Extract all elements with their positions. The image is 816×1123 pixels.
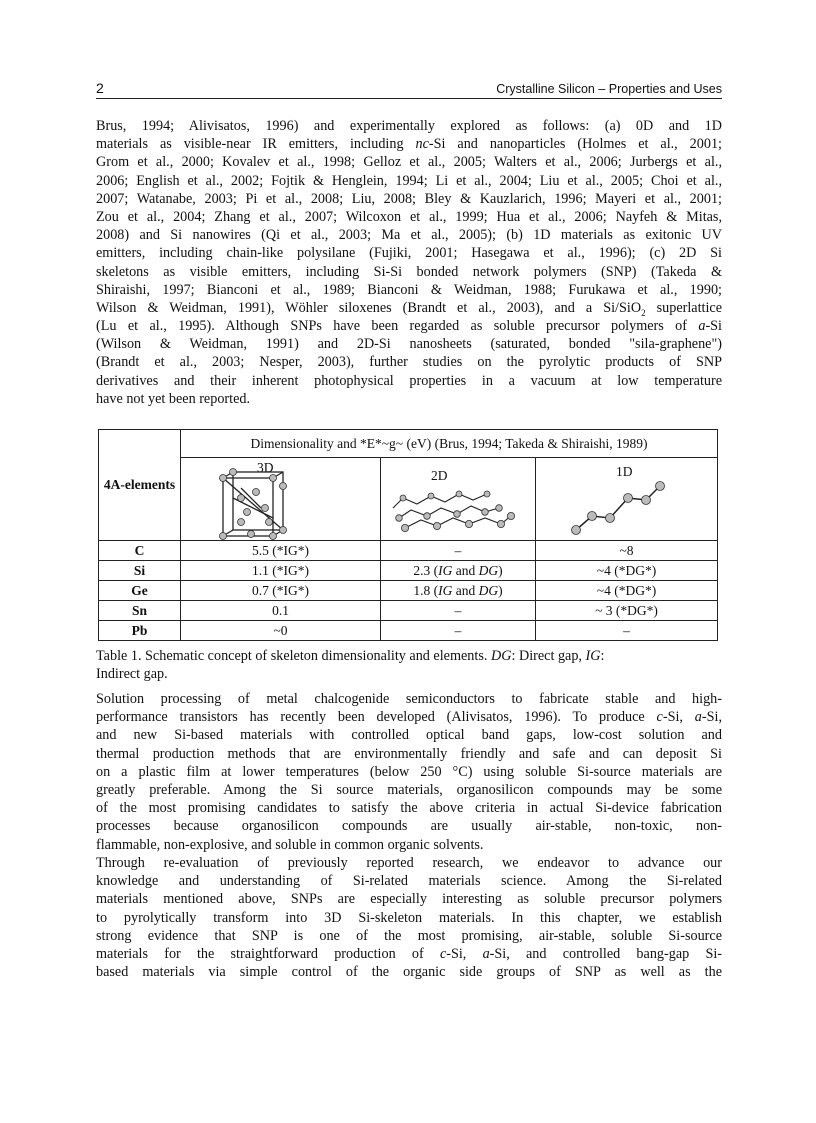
text-line: have not yet been reported. <box>96 390 251 407</box>
running-title: Crystalline Silicon – Properties and Uses <box>496 82 722 96</box>
bandgap-cell: 2.3 (IG and DG) <box>381 561 536 581</box>
bandgap-cell: 0.7 (*IG*) <box>181 581 381 601</box>
bandgap-cell: ~0 <box>181 621 381 641</box>
span-header: Dimensionality and *E*~g~ (eV) (Brus, 1994; Takeda & Shiraishi, 1989) <box>181 430 718 458</box>
running-header <box>96 80 722 99</box>
bandgap-cell: – <box>381 541 536 561</box>
page-number: 2 <box>96 80 104 96</box>
text-line: skeletons as visible emitters, including Si-Si bonded network polymers (SNP) (Takeda & <box>96 263 722 280</box>
table-caption <box>96 647 722 683</box>
text-line: performance transistors has recently been developed (Alivisatos, 1996). To produce c-Si, a-Si, <box>96 709 722 726</box>
corner-header <box>99 430 181 541</box>
text-line: materials mentioned above, SNPs are especially interesting as soluble precursor polymers <box>96 891 722 908</box>
bandgap-cell: 1.1 (*IG*) <box>181 561 381 581</box>
element-cell: Pb <box>99 621 181 641</box>
diamond-lattice-illustration <box>181 458 381 540</box>
text-line: greatly preferable. Among the Si source materials, organosilicon compounds may be some <box>96 781 722 798</box>
table-1 <box>98 429 718 641</box>
text-line: flammable, non-explosive, and soluble in common organic solvents. <box>96 836 484 853</box>
text-line: Brus, 1994; Alivisatos, 1996) and experimentally explored as follows: (a) 0D and 1D <box>96 118 722 134</box>
table-row <box>99 561 718 581</box>
table-row <box>99 581 718 601</box>
cell-2d <box>381 458 536 541</box>
text-line: Wilson & Weidman, 1991), Wöhler siloxenes (Brandt et al., 2003), and a Si/SiO$_2$ superlattice <box>96 299 722 318</box>
bandgap-cell: 1.8 (IG and DG) <box>381 581 536 601</box>
text-line: on a plastic film at lower temperatures (below 250 °C) using soluble Si-source materials are <box>96 763 722 780</box>
bandgap-cell: – <box>381 601 536 621</box>
text-line: Table 1. Schematic concept of skeleton dimensionality and elements. DG: Direct gap, IG: <box>96 648 605 664</box>
corner-header-text: 4A-elements <box>103 477 176 492</box>
text-line: and new Si-based materials with controlled optical band gaps, low-cost solution and <box>96 727 722 744</box>
text-line: processes because organosilicon compounds are usually air-stable, non-toxic, non- <box>96 818 722 835</box>
text-line: knowledge and understanding of Si-related materials science. Among the Si-related <box>96 873 722 890</box>
paragraph-3 <box>96 854 722 981</box>
table-row <box>99 541 718 561</box>
text-line: 2008) and Si nanowires (Qi et al., 2003; Ma et al., 2005); (b) 1D materials as exitonic UV <box>96 227 722 244</box>
element-cell: C <box>99 541 181 561</box>
text-line: of the most promising candidates to satisfy the above criteria in actual Si-device fabrication <box>96 800 722 817</box>
text-line: derivatives and their inherent photophysical properties in a vacuum at low temperature <box>96 372 722 389</box>
bandgap-cell: ~4 (*DG*) <box>536 581 718 601</box>
element-cell: Ge <box>99 581 181 601</box>
cell-1d <box>536 458 718 541</box>
text-line: Solution processing of metal chalcogenide semiconductors to fabricate stable and high- <box>96 691 722 707</box>
text-line: Indirect gap. <box>96 666 168 683</box>
element-cell: Si <box>99 561 181 581</box>
bandgap-cell: 0.1 <box>181 601 381 621</box>
label-3d: 3D <box>257 460 274 475</box>
label-2d: 2D <box>431 468 448 483</box>
text-line: based materials via simple control of the organic side groups of SNP as well as the <box>96 964 722 981</box>
table-row <box>99 621 718 641</box>
bandgap-cell: ~8 <box>536 541 718 561</box>
text-line: Zou et al., 2004; Zhang et al., 2007; Wilcoxon et al., 1999; Hua et al., 2006; Nayfeh & Mitas, <box>96 208 722 225</box>
text-line: emitters, including chain-like polysilane (Fujiki, 2001; Hasegawa et al., 1996); (c) 2D Si <box>96 245 722 262</box>
bandgap-cell: 5.5 (*IG*) <box>181 541 381 561</box>
text-line: (Brandt et al., 2003; Nesper, 2003), further studies on the pyrolytic products of SNP <box>96 354 722 371</box>
chain-structure-illustration <box>536 458 718 540</box>
text-line: strong evidence that SNP is one of the most promising, air-stable, soluble Si-source <box>96 927 722 944</box>
text-line: Grom et al., 2000; Kovalev et al., 1998; Gelloz et al., 2005; Walters et al., 2006; Jurbergs et al., <box>96 154 722 171</box>
text-line: to pyrolytically transform into 3D Si-skeleton materials. In this chapter, we establish <box>96 909 722 926</box>
bandgap-cell: ~ 3 (*DG*) <box>536 601 718 621</box>
text-line: thermal production methods that are environmentally friendly and safe and can deposit Si <box>96 745 722 762</box>
text-line: materials for the straightforward production of c-Si, a-Si, and controlled bang-gap Si- <box>96 945 722 962</box>
text-line: (Lu et al., 1995). Although SNPs have been regarded as soluble precursor polymers of a-Si <box>96 318 722 335</box>
text-line: Shiraishi, 1997; Bianconi et al., 1989; Bianconi & Weidman, 1988; Furukawa et al., 1990; <box>96 281 722 298</box>
cell-3d <box>181 458 381 541</box>
bandgap-cell: ~4 (*DG*) <box>536 561 718 581</box>
element-cell: Sn <box>99 601 181 621</box>
text-line: (Wilson & Weidman, 1991) and 2D-Si nanosheets (saturated, bonded "sila-graphene") <box>96 336 722 353</box>
paragraph-2 <box>96 690 722 854</box>
label-1d: 1D <box>616 464 633 479</box>
paragraph-1 <box>96 117 722 408</box>
bandgap-cell: – <box>536 621 718 641</box>
text-line: materials as visible-near IR emitters, including nc-Si and nanoparticles (Holmes et al., 2001; <box>96 136 722 153</box>
text-line: Through re-evaluation of previously reported research, we endeavor to advance our <box>96 855 722 871</box>
sheet-structure-illustration <box>381 458 535 540</box>
text-line: 2006; English et al., 2002; Fojtik & Henglein, 1994; Li et al., 2004; Liu et al., 2005; Choi et al., <box>96 172 722 189</box>
text-line: 2007; Watanabe, 2003; Pi et al., 2008; Liu, 2008; Bley & Kauzlarich, 1996; Mayeri et al., 2001; <box>96 190 722 207</box>
table-row <box>99 601 718 621</box>
bandgap-cell: – <box>381 621 536 641</box>
